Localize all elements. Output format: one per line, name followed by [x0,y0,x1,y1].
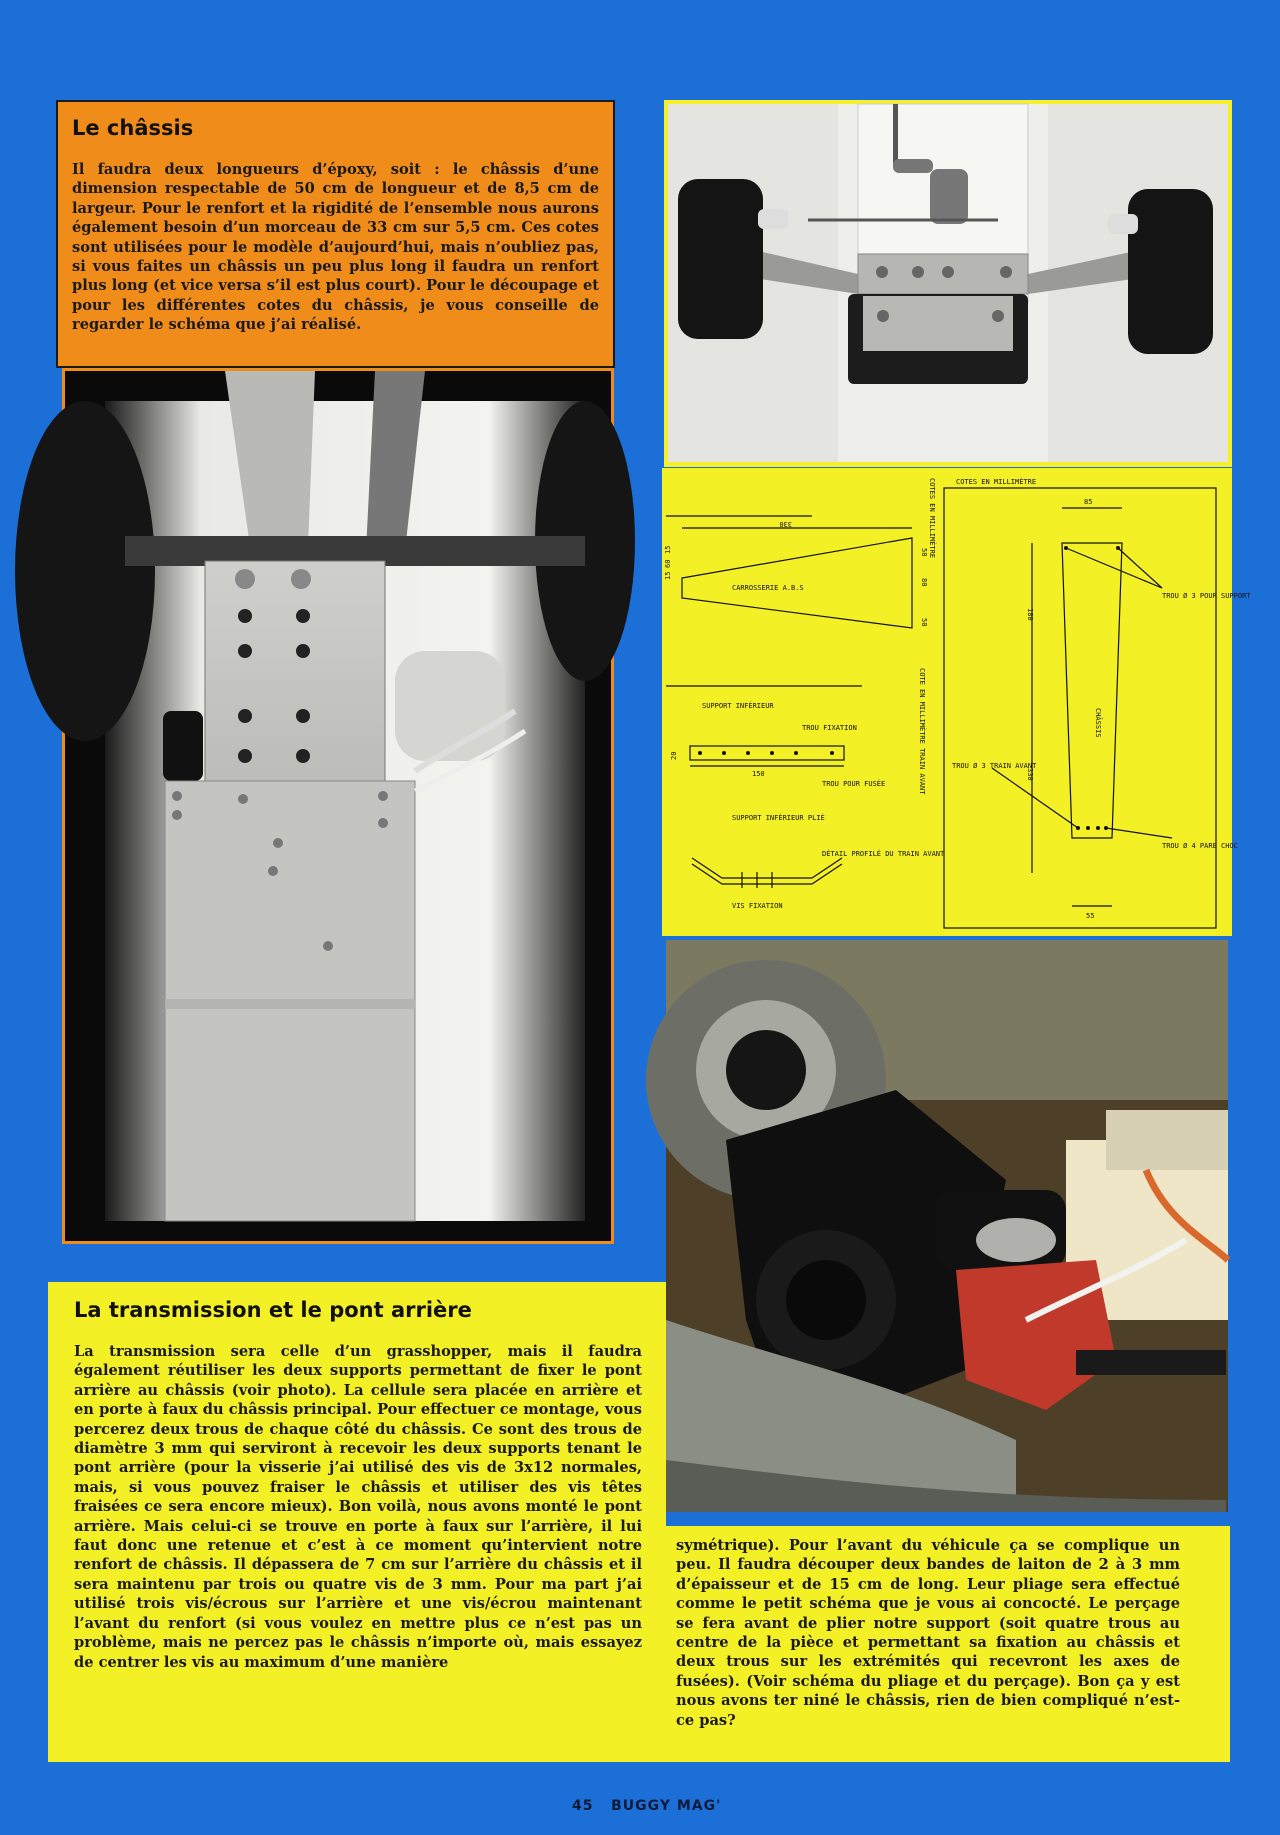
magazine-name: BUGGY MAG' [611,1798,722,1814]
support-height: 20 [670,751,678,760]
transmission-section [48,1282,666,1762]
page-number: 45 [572,1798,594,1814]
front-axle-photo [664,100,1232,467]
transmission-body: La transmission sera celle d’un grasshopper, mais il faudra également réutiliser les deux supports permettant de fixer le pont arrière au châssis (voir photo). La cellule sera placée en arrière et en porte à faux du châssis principal. Pour effectuer ce montage, vous percerez deux trous de chaque côté du châssis. Ce sont des trous de diamètre 3 mm qui serviront à recevoir les deux supports tenant le pont arrière (pour la visserie j’ai utilisé des vis de 3x12 normales, mais, si vous pouvez fraiser le châssis et utiliser des vis têtes fraisées ce sera encore mieux). Bon voilà, nous avons monté le pont arrière. Mais celui-ci se trouve en porte à faux sur l’arrière, il lui faut donc une retenue et c’est à ce moment qu’intervient notre renfort de châssis. Il dépassera de 7 cm sur l’arrière du châssis et il sera maintenu par trois ou quatre vis de 3 mm. Pour ma part j’ai utilisé trois vis/écrous sur l’arrière et une vis/écrou maintenant l’avant du renfort (si vous voulez en mettre plus ce n’est pas un problème, mais ne percez pas le châssis n’importe où, mais essayez de centrer les vis au maximum d’une manière [74,1343,642,1671]
carrosserie-side-3: 50 [920,618,928,627]
cotes-right-label: COTES EN MILLIMÈTRE [956,478,1037,486]
chassis-underside-photo [62,368,614,1244]
transmission-continued [666,1526,1230,1762]
carrosserie-label: CARROSSERIE A.B.S [732,584,804,592]
trou-fixation-label: TROU FIXATION [802,724,857,732]
trou3-train-label: TROU Ø 3 TRAIN AVANT [952,762,1037,770]
support-plie-label: SUPPORT INFÉRIEUR PLIÉ [732,814,825,822]
cotes-left-label: COTES EN MILLIMÈTRE [928,478,936,559]
transmission-continuation: symétrique). Pour l’avant du véhicule ça se complique un peu. Il faudra découper deux bandes de laiton de 2 à 3 mm d’épaisseur et de 15 cm de long. Leur pliage sera effectué comme le petit schéma que je vous ai concocté. Le perçage se fera avant de plier notre support (soit quatre trous au centre de la pièce et permettant sa fixation au châssis et deux trous sur les extrémités qui recevront les axes de fusées). (Voir schéma du pliage et du perçage). Bon ça y est nous avons ter niné le châssis, rien de bien compliqué n’est-ce pas? [676,1537,1180,1729]
carrosserie-length: 330 [779,520,792,528]
transmission-heading: La transmission et le pont arrière [74,1298,472,1322]
detail-label: DÉTAIL PROFILÉ DU TRAIN AVANT [822,850,945,858]
chassis-underside-image [65,371,611,1241]
trou3-support-label: TROU Ø 3 POUR SUPPORT [1162,592,1251,600]
chassis-schematic-drawing [662,468,1251,936]
chassis-label: CHÂSSIS [1094,708,1102,738]
page-footer [572,1798,721,1814]
chassis-section [56,100,615,368]
chassis-bottom-width: 55 [1086,912,1095,920]
carrosserie-dim-3: 15 [664,545,672,554]
cotes-train-label: COTE EN MILLIMÈTRE TRAIN AVANT [918,668,926,795]
chassis-width: 85 [1084,498,1093,506]
trou-fusee-label: TROU POUR FUSÉE [822,780,886,788]
chassis-schematic [662,468,1251,936]
support-width: 150 [752,770,765,778]
trou4-label: TROU Ø 4 PARE CHOC [1162,842,1238,850]
transmission-photo [666,940,1228,1512]
chassis-height-1: 180 [1026,608,1034,621]
carrosserie-dim-2: 60 [664,559,672,568]
transmission-image [666,940,1228,1512]
vis-fixation-label: VIS FIXATION [732,902,783,910]
chassis-heading: Le châssis [72,116,194,140]
carrosserie-dim-1: 15 [664,571,672,580]
support-title: SUPPORT INFÉRIEUR [702,702,774,710]
chassis-height-2: 330 [1026,768,1034,781]
chassis-body: Il faudra deux longueurs d’époxy, soit : le châssis d’une dimension respectable de 50 cm de longueur et de 8,5 cm de largeur. Pour le renfort et la rigidité de l’ensemble nous aurons également besoin d’un morceau de 33 cm sur 5,5 cm. Ces cotes sont utilisées pour le modèle d’aujourd’hui, mais n’oubliez pas, si vous faites un châssis un peu plus long il faudra un renfort plus long (et vice versa s’il est plus court). Pour le découpage et pour les différentes cotes du châssis, je vous conseille de regarder le schéma que j’ai réalisé. [72,161,599,334]
carrosserie-side-2: 80 [920,578,928,587]
front-axle-image [668,104,1228,462]
carrosserie-side-1: 50 [920,548,928,557]
